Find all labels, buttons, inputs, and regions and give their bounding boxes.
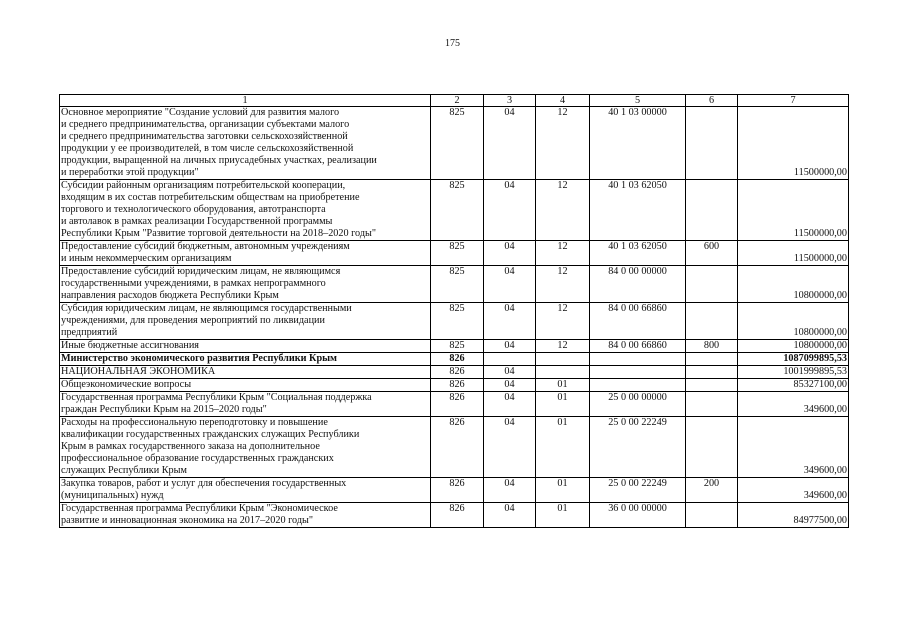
table-row (60, 180, 849, 241)
table-row (60, 366, 849, 379)
row-section-cell: 04 (484, 266, 536, 303)
row-name-cell: Предоставление субсидий юридическим лицам, не являющимся государственными учреждениями, в рамках непрограммного направления расходов бюджета Республики Крым (60, 266, 431, 303)
row-target-cell: 40 1 03 62050 (590, 241, 686, 266)
row-target-cell: 25 0 00 22249 (590, 417, 686, 478)
header-cell: 7 (738, 95, 849, 107)
row-code-cell: 826 (431, 503, 484, 528)
header-cell: 4 (536, 95, 590, 107)
row-expense-type-cell (686, 503, 738, 528)
header-cell: 3 (484, 95, 536, 107)
row-name-cell: Иные бюджетные ассигнования (60, 340, 431, 353)
row-expense-type-cell (686, 303, 738, 340)
row-subsection-cell: 12 (536, 266, 590, 303)
row-target-cell (590, 353, 686, 366)
row-code-cell: 825 (431, 241, 484, 266)
table-row (60, 478, 849, 503)
row-code-cell: 825 (431, 340, 484, 353)
table-header-row (60, 95, 849, 107)
row-name-cell: НАЦИОНАЛЬНАЯ ЭКОНОМИКА (60, 366, 431, 379)
row-subsection-cell: 12 (536, 303, 590, 340)
row-amount-cell: 11500000,00 (738, 107, 849, 180)
row-amount-cell: 349600,00 (738, 478, 849, 503)
row-subsection-cell: 12 (536, 180, 590, 241)
row-expense-type-cell (686, 392, 738, 417)
table-row (60, 107, 849, 180)
row-amount-cell: 1087099895,53 (738, 353, 849, 366)
table-row (60, 266, 849, 303)
row-name-cell: Закупка товаров, работ и услуг для обеспечения государственных (муниципальных) нужд (60, 478, 431, 503)
row-name-cell: Субсидия юридическим лицам, не являющимся государственными учреждениями, для проведения мероприятий по ликвидации предприятий (60, 303, 431, 340)
row-name-cell: Основное мероприятие "Создание условий для развития малого и среднего предпринимательства, организации субъектами малого и среднего предпринимательства заготовки сельскохозяйственной продукции у ее производителей, в том числе сельскохозяйственной продукции, выращенной на личных приусадебных участках, реализации и переработки этой продукции" (60, 107, 431, 180)
row-amount-cell: 11500000,00 (738, 180, 849, 241)
table-row (60, 379, 849, 392)
row-target-cell (590, 379, 686, 392)
page-number: 175 (445, 38, 460, 49)
table-row (60, 303, 849, 340)
row-code-cell: 825 (431, 180, 484, 241)
row-section-cell: 04 (484, 340, 536, 353)
row-subsection-cell: 01 (536, 379, 590, 392)
row-subsection-cell: 01 (536, 417, 590, 478)
row-section-cell: 04 (484, 107, 536, 180)
row-section-cell: 04 (484, 180, 536, 241)
row-target-cell: 40 1 03 00000 (590, 107, 686, 180)
table-row (60, 417, 849, 478)
budget-table (59, 94, 849, 528)
row-amount-cell: 10800000,00 (738, 303, 849, 340)
row-subsection-cell: 12 (536, 340, 590, 353)
header-cell: 2 (431, 95, 484, 107)
table-row (60, 353, 849, 366)
row-code-cell: 825 (431, 107, 484, 180)
row-section-cell: 04 (484, 478, 536, 503)
row-code-cell: 826 (431, 417, 484, 478)
row-section-cell: 04 (484, 303, 536, 340)
row-code-cell: 826 (431, 478, 484, 503)
row-expense-type-cell (686, 366, 738, 379)
row-target-cell: 84 0 00 66860 (590, 303, 686, 340)
row-code-cell: 825 (431, 266, 484, 303)
row-code-cell: 825 (431, 303, 484, 340)
row-subsection-cell: 12 (536, 241, 590, 266)
table-row (60, 241, 849, 266)
row-subsection-cell: 01 (536, 503, 590, 528)
row-amount-cell: 10800000,00 (738, 266, 849, 303)
row-expense-type-cell (686, 107, 738, 180)
row-target-cell: 25 0 00 22249 (590, 478, 686, 503)
row-code-cell: 826 (431, 392, 484, 417)
row-subsection-cell (536, 353, 590, 366)
row-target-cell: 84 0 00 00000 (590, 266, 686, 303)
row-section-cell: 04 (484, 366, 536, 379)
row-name-cell: Государственная программа Республики Крым "Экономическое развитие и инновационная экономика на 2017–2020 годы" (60, 503, 431, 528)
row-subsection-cell (536, 366, 590, 379)
row-expense-type-cell (686, 353, 738, 366)
row-section-cell (484, 353, 536, 366)
row-expense-type-cell (686, 379, 738, 392)
row-expense-type-cell (686, 180, 738, 241)
row-expense-type-cell (686, 266, 738, 303)
row-section-cell: 04 (484, 392, 536, 417)
row-target-cell: 25 0 00 00000 (590, 392, 686, 417)
header-cell: 6 (686, 95, 738, 107)
row-subsection-cell: 01 (536, 392, 590, 417)
row-subsection-cell: 12 (536, 107, 590, 180)
row-amount-cell: 85327100,00 (738, 379, 849, 392)
row-section-cell: 04 (484, 241, 536, 266)
header-cell: 1 (60, 95, 431, 107)
row-amount-cell: 1001999895,53 (738, 366, 849, 379)
row-section-cell: 04 (484, 417, 536, 478)
row-target-cell: 36 0 00 00000 (590, 503, 686, 528)
row-name-cell: Субсидии районным организациям потребительской кооперации, входящим в их состав потребительским обществам на приобретение торгового и технологического оборудования, автотранспорта и автолавок в рамках реализации Государственной программы Республики Крым "Развитие торговой деятельности на 2018–2020 годы" (60, 180, 431, 241)
table-row (60, 340, 849, 353)
row-expense-type-cell: 200 (686, 478, 738, 503)
row-name-cell: Государственная программа Республики Крым "Социальная поддержка граждан Республики Крым на 2015–2020 годы" (60, 392, 431, 417)
row-amount-cell: 349600,00 (738, 417, 849, 478)
row-expense-type-cell: 800 (686, 340, 738, 353)
row-amount-cell: 84977500,00 (738, 503, 849, 528)
row-section-cell: 04 (484, 379, 536, 392)
row-section-cell: 04 (484, 503, 536, 528)
row-name-cell: Общеэкономические вопросы (60, 379, 431, 392)
table-row (60, 503, 849, 528)
table-row (60, 392, 849, 417)
row-amount-cell: 349600,00 (738, 392, 849, 417)
row-code-cell: 826 (431, 366, 484, 379)
row-name-cell: Министерство экономического развития Республики Крым (60, 353, 431, 366)
row-amount-cell: 11500000,00 (738, 241, 849, 266)
header-cell: 5 (590, 95, 686, 107)
row-name-cell: Расходы на профессиональную переподготовку и повышение квалификации государственных гражданских служащих Республики Крым в рамках государственного заказа на дополнительное профессиональное образование государственных гражданских служащих Республики Крым (60, 417, 431, 478)
row-expense-type-cell (686, 417, 738, 478)
row-name-cell: Предоставление субсидий бюджетным, автономным учреждениям и иным некоммерческим организациям (60, 241, 431, 266)
row-target-cell: 84 0 00 66860 (590, 340, 686, 353)
row-expense-type-cell: 600 (686, 241, 738, 266)
row-target-cell: 40 1 03 62050 (590, 180, 686, 241)
row-code-cell: 826 (431, 353, 484, 366)
row-target-cell (590, 366, 686, 379)
row-amount-cell: 10800000,00 (738, 340, 849, 353)
row-subsection-cell: 01 (536, 478, 590, 503)
row-code-cell: 826 (431, 379, 484, 392)
